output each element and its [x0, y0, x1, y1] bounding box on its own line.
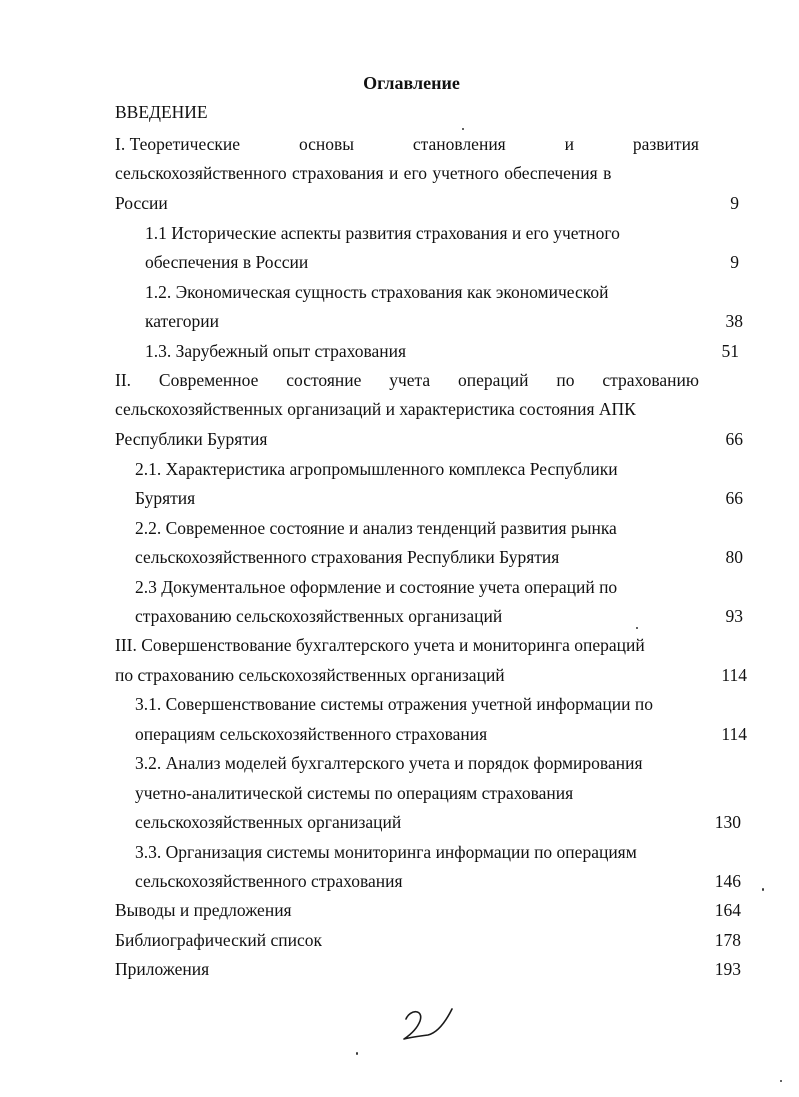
toc-section-1-1-line-1: 1.1 Исторические аспекты развития страхования и его учетного: [145, 223, 620, 243]
toc-section-1-2-line-1: 1.2. Экономическая сущность страхования как экономической: [145, 282, 609, 302]
toc-section-3-2-line-2: учетно-аналитической системы по операциям страхования: [135, 783, 574, 803]
toc-chapter-2-line-3: Республики Бурятия: [115, 429, 268, 449]
toc-appendices: Приложения: [115, 959, 210, 979]
toc-section-1-2-page: 38: [725, 311, 743, 331]
toc-chapter-2-page: 66: [725, 429, 743, 449]
scan-speck: [762, 888, 764, 891]
toc-section-3-3-line-1: 3.3. Организация системы мониторинга информации по операциям: [135, 842, 637, 862]
toc-word: основы: [298, 134, 355, 154]
toc-section-3-3-page: 146: [714, 871, 741, 891]
toc-word: Современное: [158, 370, 259, 390]
toc-section-3-2-line-1: 3.2. Анализ моделей бухгалтерского учета и порядок формирования: [135, 753, 643, 773]
toc-word: учета: [389, 370, 431, 390]
toc-section-2-1-page: 66: [725, 488, 743, 508]
toc-section-2-2-page: 80: [725, 547, 743, 567]
toc-section-2-1-line-1: 2.1. Характеристика агропромышленного комплекса Республики: [135, 459, 618, 479]
toc-section-1-3: 1.3. Зарубежный опыт страхования: [145, 341, 407, 361]
handwritten-page-number-mark: [398, 1003, 458, 1045]
toc-word: I. Теоретические: [115, 134, 241, 154]
toc-section-3-1-line-1: 3.1. Совершенствование системы отражения учетной информации по: [135, 694, 653, 714]
toc-word: состояние: [286, 370, 362, 390]
toc-word: страхованию: [602, 370, 699, 390]
toc-section-1-1-line-2: обеспечения в России: [145, 252, 309, 272]
scan-speck: [636, 627, 638, 629]
toc-section-1-3-page: 51: [721, 341, 739, 361]
toc-intro: ВВЕДЕНИЕ: [115, 102, 208, 122]
toc-chapter-1-line-2: сельскохозяйственного страхования и его учетного обеспечения в: [115, 163, 612, 183]
toc-chapter-1-line-3: России: [115, 193, 168, 213]
toc-section-3-2-page: 130: [714, 812, 741, 832]
toc-conclusions-page: 164: [714, 900, 741, 920]
toc-word: операций: [458, 370, 529, 390]
toc-chapter-2-line-2: сельскохозяйственных организаций и характеристика состояния АПК: [115, 399, 636, 419]
toc-section-3-3-line-2: сельскохозяйственного страхования: [135, 871, 403, 891]
scan-speck: [356, 1052, 358, 1055]
toc-section-3-2-line-3: сельскохозяйственных организаций: [135, 812, 402, 832]
toc-chapter-3-line-1: III. Совершенствование бухгалтерского учета и мониторинга операций: [115, 635, 645, 655]
toc-conclusions: Выводы и предложения: [115, 900, 292, 920]
toc-chapter-3-page: 114: [721, 665, 747, 685]
toc-section-2-3-line-2: страхованию сельскохозяйственных организаций: [135, 606, 503, 626]
toc-chapter-2-line-1: [115, 369, 699, 391]
toc-section-1-2-line-2: категории: [145, 311, 219, 331]
toc-bibliography-page: 178: [714, 930, 741, 950]
toc-word: становления: [412, 134, 506, 154]
toc-bibliography: Библиографический список: [115, 930, 323, 950]
toc-section-2-3-line-1: 2.3 Документальное оформление и состояние учета операций по: [135, 577, 618, 597]
toc-appendices-page: 193: [714, 959, 741, 979]
toc-chapter-1-page: 9: [730, 193, 739, 213]
toc-section-3-1-line-2: операциям сельскохозяйственного страхования: [135, 724, 488, 744]
toc-word: по: [556, 370, 575, 390]
toc-section-2-2-line-2: сельскохозяйственного страхования Республики Бурятия: [135, 547, 560, 567]
toc-word: развития: [632, 134, 699, 154]
toc-chapter-3-line-2: по страхованию сельскохозяйственных организаций: [115, 665, 505, 685]
toc-section-2-3-page: 93: [725, 606, 743, 626]
scan-speck: [780, 1080, 782, 1082]
scan-speck: [462, 128, 464, 130]
toc-section-3-1-page: 114: [721, 724, 747, 744]
toc-word: и: [564, 134, 574, 154]
toc-section-2-1-line-2: Бурятия: [135, 488, 196, 508]
toc-section-2-2-line-1: 2.2. Современное состояние и анализ тенденций развития рынка: [135, 518, 617, 538]
toc-chapter-1-line-1: [115, 133, 699, 155]
page-title: Оглавление: [363, 73, 460, 93]
toc-section-1-1-page: 9: [730, 252, 739, 272]
toc-word: II.: [115, 370, 132, 390]
